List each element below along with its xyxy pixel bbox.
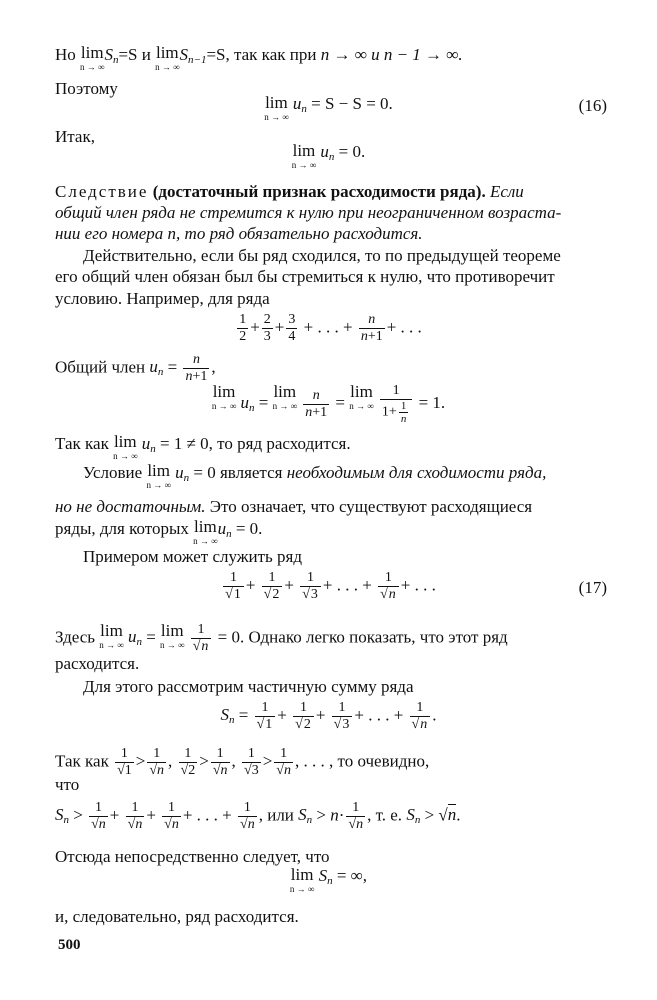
here-line-2: расходится. — [55, 654, 140, 673]
paragraph-2-line-3: условию. Например, для ряда — [55, 289, 270, 308]
text-line-1: Но lim n → ∞ Sn=S и lim n → ∞ Sn−1=S, так как при n → ∞ и n − 1 → ∞. — [55, 43, 463, 72]
partial-sum-intro: Для этого рассмотрим частичную сумму ряда — [83, 677, 414, 696]
limit-symbol: lim n → ∞ — [80, 43, 105, 72]
condition-line-3: ряды, для которых lim n → ∞ un = 0. — [55, 517, 263, 546]
here-line: Здесь lim n → ∞ un = lim n → ∞ $\frac{1}{√n}$ = 0. Однако легко показать, что этот ряд — [55, 621, 508, 654]
final-line: и, следовательно, ряд расходится. — [55, 907, 299, 926]
general-term-line: Общий член un = $\frac{n}{n+1}$ , — [55, 352, 216, 384]
equation-17: $\frac{1}{√1}$ + $\frac{1}{√2}$ + $\frac{1}{√3}$ + . . . + $\frac{1}{√n}$ + . . . — [225, 570, 436, 602]
paragraph-2-line-1: Действительно, если бы ряд сходился, то по предыдущей теореме — [83, 246, 561, 265]
hence-line: Отсюда непосредственно следует, что — [55, 847, 330, 866]
page-number: 500 — [58, 937, 81, 953]
example-line: Примером может служить ряд — [83, 547, 302, 566]
paragraph-2-line-2: его общий член обязан был бы стремиться к нулю, что противоречит — [55, 267, 555, 286]
corollary-line-2: общий член ряда не стремится к нулю при неограниченном возраста- — [55, 203, 562, 222]
corollary-line-3: нии его номера n, то ряд обязательно расходится. — [55, 224, 423, 243]
equation-limit-infinity: lim n → ∞ Sn = ∞, — [289, 865, 368, 894]
limit-symbol: lim n → ∞ — [155, 43, 180, 72]
corollary-line-1: Следствие (достаточный признак расходимости ряда). Если — [55, 182, 524, 201]
diverges-line-1: Так как lim n → ∞ un = 1 ≠ 0, то ряд расходится. — [55, 432, 351, 461]
text-tail: n → ∞ и n − 1 → ∞. — [320, 45, 463, 64]
text-itak: Итак, — [55, 127, 95, 146]
inequality-line: Sn > $\frac{1}{√n}$ + $\frac{1}{√n}$ + $\frac{1}{√n}$ + . . . + $\frac{1}{√n}$ , или Sn > n· $\frac{1}{√n}$ , т. е. Sn > √n. — [55, 800, 461, 832]
text-but: Но — [55, 45, 76, 64]
condition-line-1: Условие lim n → ∞ un = 0 является необходимым для сходимости ряда, — [83, 461, 547, 490]
series-example-1: $\frac{1}{2}$ + $\frac{2}{3}$ + $\frac{3}{4}$ + . . . + $\frac{n}{n+1}$ + . . . — [239, 312, 422, 344]
equation-limit-calculation: lim n → ∞ un = lim n → ∞ $\frac{n}{n+1}$ = lim n → ∞ 1 1+ $\frac{1}{n}$ = 1. — [211, 382, 446, 425]
equation-number-16: (16) — [578, 96, 607, 115]
equation-limit-zero: lim n → ∞ un = 0. — [291, 141, 366, 170]
equation-number-17: (17) — [578, 578, 607, 597]
equation-partial-sum: Sn = $\frac{1}{√1}$ + $\frac{1}{√2}$ + $\frac{1}{√3}$ + . . . + $\frac{1}{√n}$ . — [220, 700, 437, 732]
text-therefore: Поэтому — [55, 79, 118, 98]
equation-16: lim n → ∞ un = S − S = 0. — [264, 93, 393, 122]
since-line: Так как $\frac{1}{√1}$ > $\frac{1}{√n}$ , $\frac{1}{√2}$ > $\frac{1}{√n}$ , $\frac{1}{√3}$ > $\frac{1}{√n}$ , . . . , то очевидно, — [55, 746, 430, 778]
since-line-2: что — [55, 775, 80, 794]
condition-line-2: но не достаточным. Это означает, что существуют расходящиеся — [55, 497, 533, 516]
